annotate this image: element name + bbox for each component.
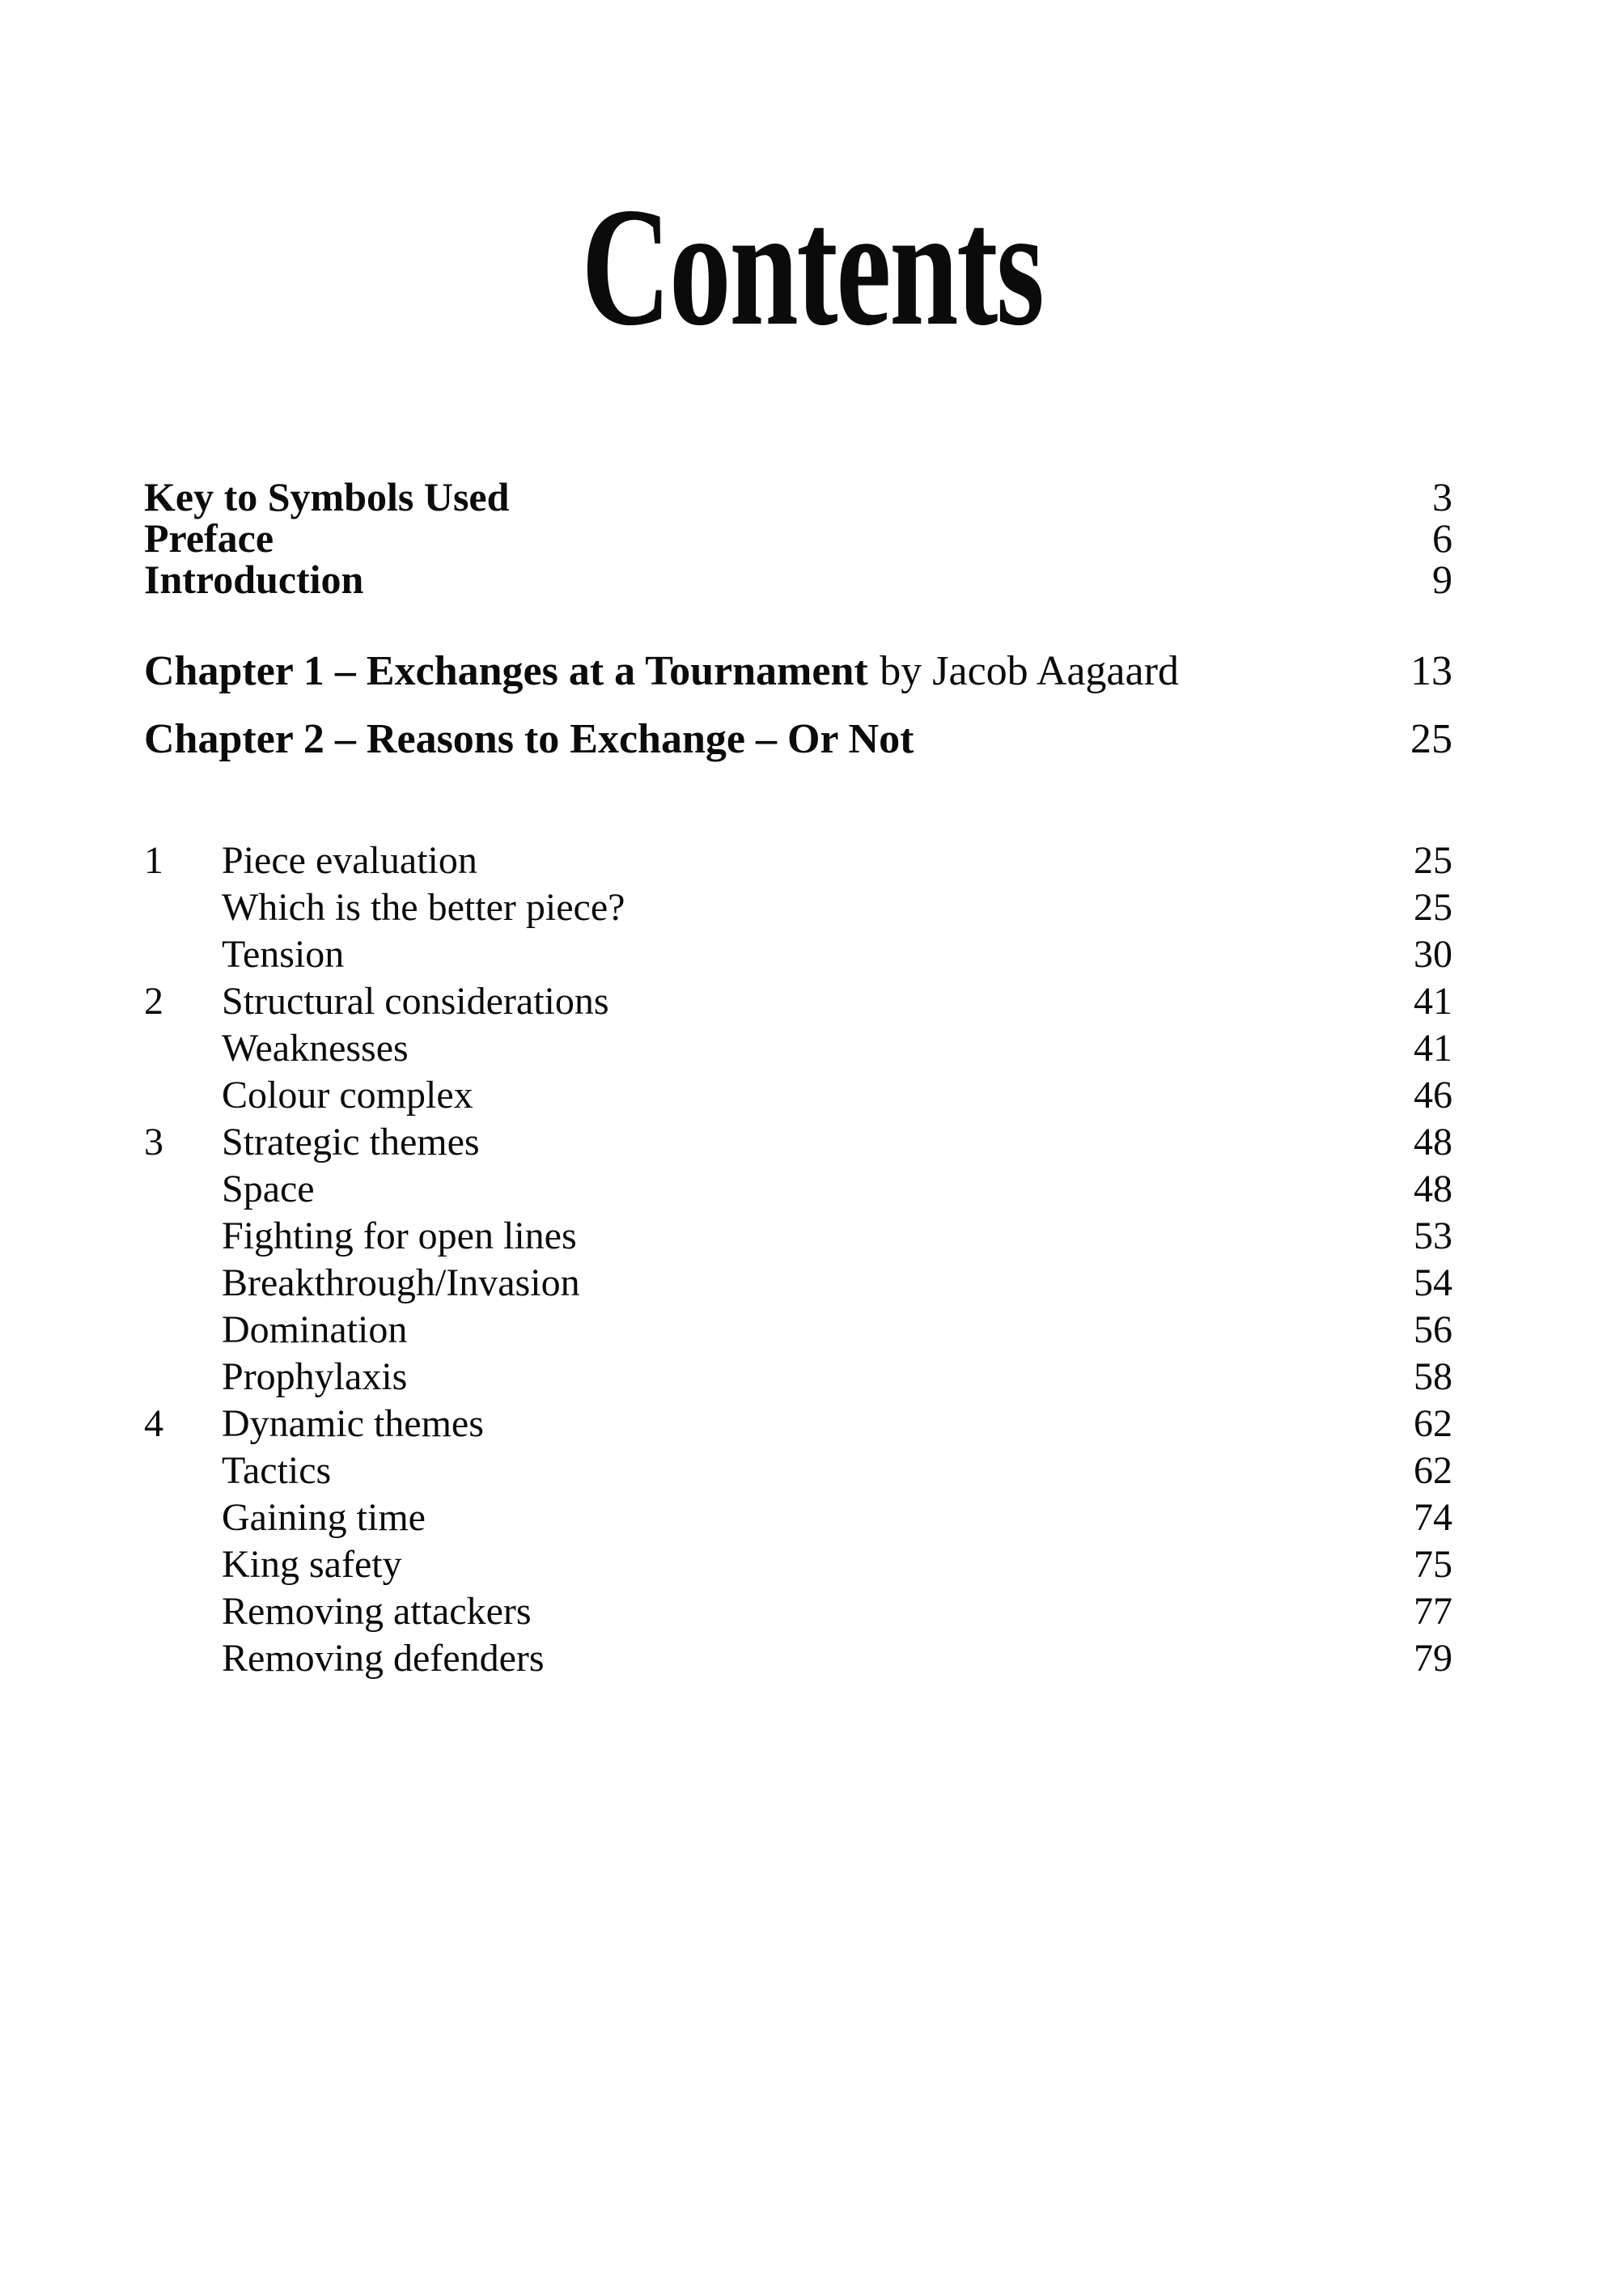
toc-row-section [144,1588,1452,1635]
toc-row-chapter [144,718,1452,761]
toc-row-section [144,1447,1452,1494]
chapter-title-text: Chapter 2 – Reasons to Exchange – Or Not [144,716,914,762]
page-number: 75 [1414,1543,1452,1586]
toc-row-section [144,1213,1452,1260]
front-matter-list [144,474,1452,602]
page-number: 62 [1414,1402,1452,1445]
toc-row-front-matter [144,515,1452,561]
toc-row-section [144,1635,1452,1682]
section-title: Removing attackers [222,1590,532,1633]
toc-row-section [144,1401,1452,1447]
page-number: 46 [1414,1074,1452,1117]
toc-row-section [144,1260,1452,1307]
front-matter-label: Introduction [144,557,364,602]
page-number: 54 [1414,1261,1452,1304]
front-matter-label: Key to Symbols Used [144,474,510,519]
toc-row-front-matter [144,559,1452,600]
toc-row-section [144,1166,1452,1213]
toc-row-section [144,1025,1452,1072]
toc-row-section [144,1119,1452,1166]
section-title: Gaining time [222,1496,426,1539]
chapter-title-text: Chapter 1 – Exchanges at a Tournament [144,648,868,694]
toc-row-section [144,978,1452,1025]
page-number: 53 [1414,1214,1452,1257]
section-number: 4 [144,1402,163,1445]
section-number: 2 [144,980,163,1023]
page-number: 25 [1414,886,1452,929]
page-number: 62 [1414,1449,1452,1492]
section-title: Fighting for open lines [222,1214,577,1257]
page-number: 48 [1414,1121,1452,1163]
section-title: Structural considerations [222,980,609,1023]
page-number: 25 [1410,716,1452,762]
page-number: 74 [1414,1496,1452,1539]
page-number: 9 [1432,557,1452,602]
toc-row-section [144,1354,1452,1401]
section-title: King safety [222,1543,402,1586]
section-title: Removing defenders [222,1637,545,1680]
section-list [144,837,1452,1682]
section-title: Space [222,1168,315,1210]
section-title: Prophylaxis [222,1355,408,1398]
page-number: 41 [1414,1027,1452,1070]
section-title: Piece evaluation [222,839,477,882]
page-number: 6 [1432,515,1452,561]
page-number: 25 [1414,839,1452,882]
toc-row-section [144,1541,1452,1588]
section-number: 1 [144,839,163,882]
page-number: 13 [1410,648,1452,694]
toc-row-section [144,837,1452,884]
page-number: 79 [1414,1637,1452,1680]
chapter-list [144,650,1452,786]
page-number: 56 [1414,1308,1452,1351]
page-number: 3 [1432,474,1452,519]
section-title: Tension [222,933,345,976]
section-title: Breakthrough/Invasion [222,1261,580,1304]
front-matter-label: Preface [144,515,274,561]
section-title: Strategic themes [222,1121,480,1163]
section-title: Weaknesses [222,1027,409,1070]
section-title: Domination [222,1308,408,1351]
toc-row-chapter [144,650,1452,693]
page-title [0,173,1624,361]
toc-row-section [144,931,1452,978]
section-title: Dynamic themes [222,1402,484,1445]
page-number: 77 [1414,1590,1452,1633]
page-title-text: Contents [581,173,1043,361]
toc-row-front-matter [144,474,1452,519]
toc-row-section [144,884,1452,931]
section-title: Tactics [222,1449,332,1492]
page-number: 41 [1414,980,1452,1023]
page-number: 48 [1414,1168,1452,1210]
toc-row-section [144,1307,1452,1354]
toc-row-section [144,1494,1452,1541]
section-title: Which is the better piece? [222,886,625,929]
page-number: 30 [1414,933,1452,976]
chapter-title [144,650,1410,693]
page-number: 58 [1414,1355,1452,1398]
toc-row-section [144,1072,1452,1119]
chapter-byline: by Jacob Aagaard [880,648,1179,694]
section-number: 3 [144,1121,163,1163]
chapter-title [144,718,1410,761]
section-title: Colour complex [222,1074,473,1117]
